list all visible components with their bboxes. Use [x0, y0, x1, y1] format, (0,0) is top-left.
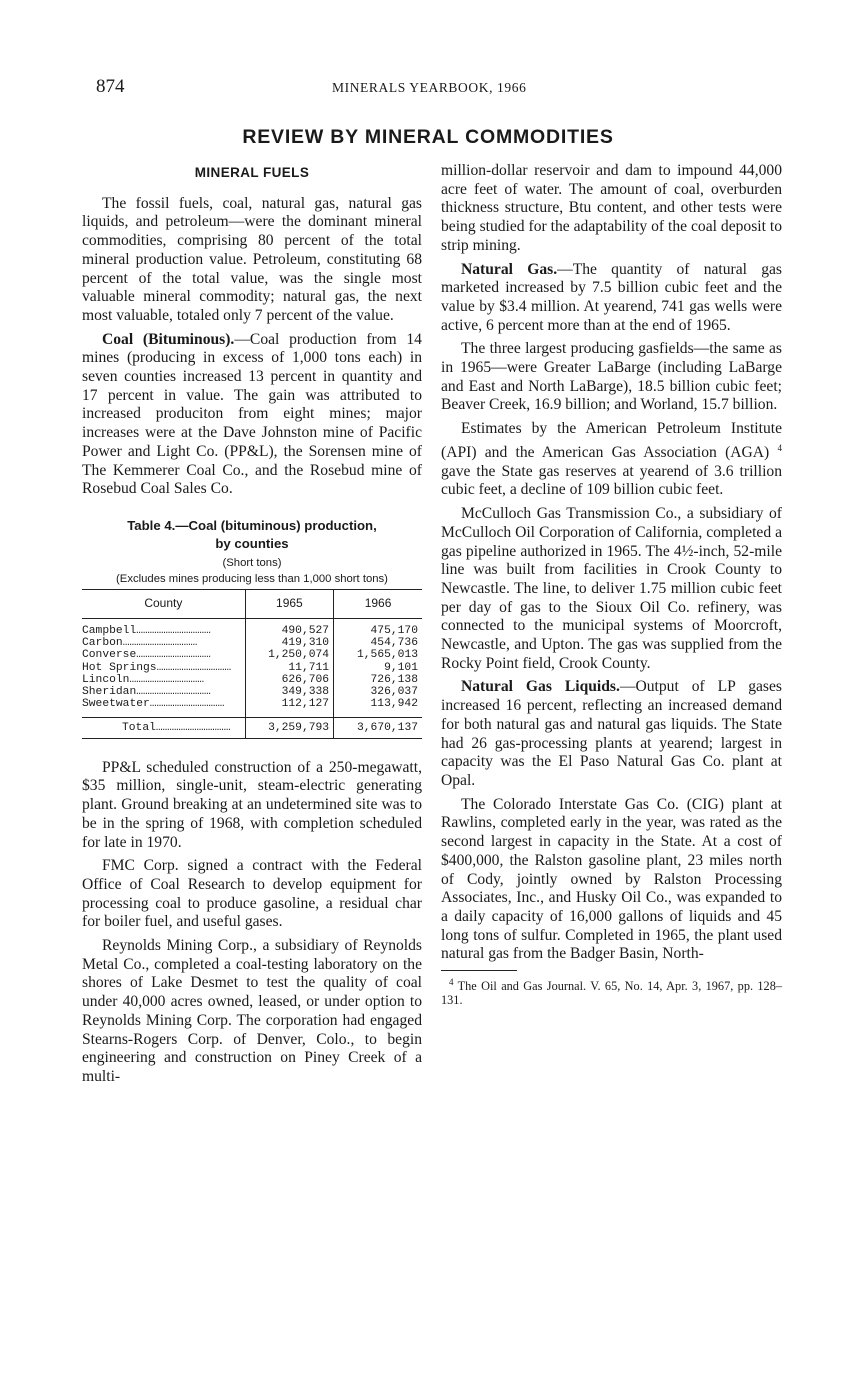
col-header-county: County [82, 589, 245, 618]
cig-paragraph: The Colorado Interstate Gas Co. (CIG) plant at Rawlins, completed early in the year, was rated as the second largest in capacity in the State. At a cost of $400,000, the Ralston gasoline plant, 23 miles north of Cody, jointly owned by Ralston Processing Associates, Inc., and Husky Oil Co., was expanded to a daily capacity of 16,000 gallons of liquids and 45 long tons of sulfur. Completed in 1965, the plant used natural gas from the Badger Basin, North- [441, 795, 782, 963]
continued-paragraph: million-dollar reservoir and dam to impound 44,000 acre feet of water. The amount of coal, overburden thickness structure, Btu content, and other tests were being studied for the adaptability of the coal deposit to strip mining. [441, 162, 782, 254]
total-label-cell: Total…………………………… [82, 717, 245, 738]
table-row [82, 662, 422, 674]
value-1966-cell: 454,736 [334, 637, 422, 649]
table-row [82, 649, 422, 661]
table-row [82, 686, 422, 698]
value-1965-cell: 419,310 [245, 637, 333, 649]
value-1966-cell: 9,101 [334, 662, 422, 674]
footnote [441, 976, 782, 1007]
county-cell: Sheridan…………………………… [82, 686, 211, 699]
value-1965-cell: 112,127 [245, 698, 333, 717]
col-header-1966: 1966 [334, 589, 422, 618]
footnote-ref: 4 [777, 442, 782, 453]
gasfields-paragraph: The three largest producing gasfields—the same as in 1965—were Greater LaBarge (including LaBarge and East and North LaBarge), 18.5 billion cubic feet; Beaver Creek, 16.9 billion; and Worland, 15.7 billion. [441, 340, 782, 414]
footnote-mark: 4 [449, 977, 454, 988]
value-1965-cell: 490,527 [245, 618, 333, 637]
coal-text: —Coal production from 14 mines (producing in excess of 1,000 tons each) in seven counties increased 13 percent in quantity and 17 percent in value. The gain was attributed to increased produciton from eight mines; major increases were at the Dave Johnston mine of Pacific Power and Light Co. (PP&L), the Sorensen mine of The Kemmerer Coal Co., and the Rosebud mine of Rosebud Coal Sales Co. [82, 330, 422, 498]
table-unit-note: (Short tons) [222, 556, 282, 569]
county-cell: Carbon…………………………… [82, 636, 198, 649]
total-1965-cell: 3,259,793 [245, 717, 333, 738]
subsection-title: MINERAL FUELS [194, 165, 310, 180]
footnote-text: The Oil and Gas Journal. V. 65, No. 14, Apr. 3, 1967, pp. 128–131. [441, 979, 782, 1007]
county-cell: Campbell…………………………… [82, 624, 211, 637]
running-title: MINERALS YEARBOOK, 1966 [332, 80, 527, 95]
coal-heading: Coal (Bituminous). [102, 330, 235, 348]
table-title-line2: by counties [215, 535, 289, 551]
left-column [82, 162, 422, 1092]
coal-production-table-block [82, 517, 422, 739]
value-1966-cell: 726,138 [334, 674, 422, 686]
ngl-paragraph [441, 678, 782, 790]
intro-paragraph: The fossil fuels, coal, natural gas, natural gas liquids, and petroleum—were the dominant mineral commodities, comprising 80 percent of the total mineral production value. Petroleum, constituting 68 percent of the total value, was the single most valuable mineral commodity; natural gas, the next most valuable, totaled only 7 percent of the value. [82, 194, 422, 324]
value-1966-cell: 1,565,013 [334, 649, 422, 661]
value-1966-cell: 475,170 [334, 618, 422, 637]
county-cell: Sweetwater…………………………… [82, 698, 225, 711]
table-title-line1: Table 4.—Coal (bituminous) production, [127, 517, 377, 533]
coal-paragraph [82, 331, 422, 499]
ngl-text: —Output of LP gases increased 16 percent, reflecting an increased demand for both natural gas and natural gas liquids. The State had 26 gas-processing plants at yearend; largest in capacity was the El Paso Natural Gas Co. plant at Opal. [441, 678, 782, 789]
coal-production-table [82, 589, 422, 739]
right-column [441, 162, 782, 1007]
section-title: REVIEW BY MINERAL COMMODITIES [242, 126, 614, 148]
value-1965-cell: 626,706 [245, 674, 333, 686]
api-estimates-paragraph: Estimates by the American Petroleum Institute (API) and the American Gas Association (AGA) $^4$ gave the State gas reserves at yearend of 3.6 trillion cubic feet, a decline of 109 billion cubic feet. [441, 420, 782, 499]
natural-gas-text: —The quantity of natural gas marketed increased by 7.5 billion cubic feet and the value by $3.4 million. At yearend, 741 gas wells were active, 6 percent more than at the end of 1965. [441, 260, 783, 334]
table-exclusion-note: (Excludes mines producing less than 1,000 short tons) [116, 572, 388, 585]
fmc-paragraph: FMC Corp. signed a contract with the Federal Office of Coal Research to develop equipment for processing coal to produce gasoline, a residual char for boiler fuel, and useful gases. [82, 857, 422, 931]
mcculloch-paragraph: McCulloch Gas Transmission Co., a subsidiary of McCulloch Oil Corporation of California, completed a gas pipeline authorized in 1965. The 4½-inch, 52-mile line was built from facilities in Crook County to Newcastle. The line, to deliver 1.75 million cubic feet per day of gas to the Sioux Oil Co. refinery, was connected to the municipal systems of Moorcroft, Newcastle, and Upton. The gas was supplied from the Rocky Point field, Crook County. [441, 505, 782, 672]
footnote-divider [441, 970, 517, 971]
value-1966-cell: 113,942 [334, 698, 422, 717]
ngl-heading: Natural Gas Liquids. [461, 678, 620, 696]
table-total-row [82, 717, 422, 738]
value-1965-cell: 1,250,074 [245, 649, 333, 661]
value-1965-cell: 11,711 [245, 662, 333, 674]
total-1966-cell: 3,670,137 [334, 717, 422, 738]
col-header-1965: 1965 [245, 589, 333, 618]
table-row [82, 674, 422, 686]
reynolds-paragraph: Reynolds Mining Corp., a subsidiary of Reynolds Metal Co., completed a coal-testing laboratory on the shores of Lake Desmet to test the quality of coal under 40,000 acres owned, leased, or under option to Reynolds Mining Corp. The corporation had engaged Stearns-Rogers Corp. of Denver, Colo., to begin engineering and construction on Piney Creek of a multi- [82, 937, 422, 1085]
natural-gas-heading: Natural Gas. [461, 260, 558, 278]
county-cell: Hot Springs…………………………… [82, 661, 232, 674]
value-1966-cell: 326,037 [334, 686, 422, 698]
ppl-paragraph: PP&L scheduled construction of a 250-megawatt, $35 million, single-unit, steam-electric generating plant. Ground breaking at an undetermined site was to be in the spring of 1968, with completion scheduled for late in 1970. [82, 758, 422, 851]
table-row [82, 618, 422, 637]
county-cell: Converse…………………………… [82, 649, 211, 662]
natural-gas-paragraph [441, 261, 782, 336]
page-number: 874 [96, 76, 125, 97]
table-row [82, 637, 422, 649]
value-1965-cell: 349,338 [245, 686, 333, 698]
table-row [82, 698, 422, 717]
county-cell: Lincoln…………………………… [82, 673, 205, 686]
